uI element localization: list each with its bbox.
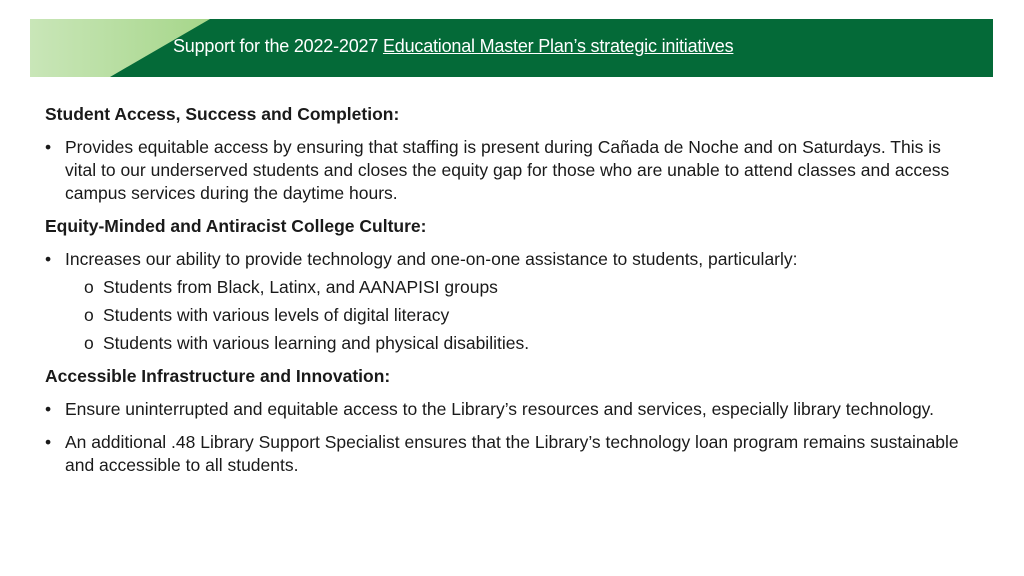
section-heading-infrastructure: Accessible Infrastructure and Innovation: — [45, 366, 391, 386]
section-heading-equity: Equity-Minded and Antiracist College Culture: — [45, 216, 427, 236]
bullet-item: • Ensure uninterrupted and equitable access to the Library’s resources and services, especially library technology. — [45, 398, 975, 421]
slide-title — [173, 36, 733, 57]
sub-bullet-item: o Students with various levels of digital literacy — [45, 304, 975, 327]
sub-bullet-item: o Students with various learning and physical disabilities. — [45, 332, 975, 355]
slide-body — [45, 103, 975, 487]
bullet-item: • An additional .48 Library Support Specialist ensures that the Library’s technology loan program remains sustainable and accessible to all students. — [45, 431, 975, 477]
sub-bullet-item: o Students from Black, Latinx, and AANAPISI groups — [45, 276, 975, 299]
bullet-item: • Increases our ability to provide technology and one-on-one assistance to students, particularly: — [45, 248, 975, 271]
section-heading-student-access: Student Access, Success and Completion: — [45, 104, 400, 124]
title-banner — [30, 19, 993, 77]
slide-title-prefix: Support for the 2022-2027 — [173, 36, 383, 56]
slide-title-link[interactable]: Educational Master Plan’s strategic initiatives — [382, 36, 734, 56]
bullet-item: • Provides equitable access by ensuring that staffing is present during Cañada de Noche and on Saturdays. This is vital to our underserved students and closes the equity gap for those who are unable to attend classes and access campus services during the daytime hours. — [45, 136, 975, 205]
